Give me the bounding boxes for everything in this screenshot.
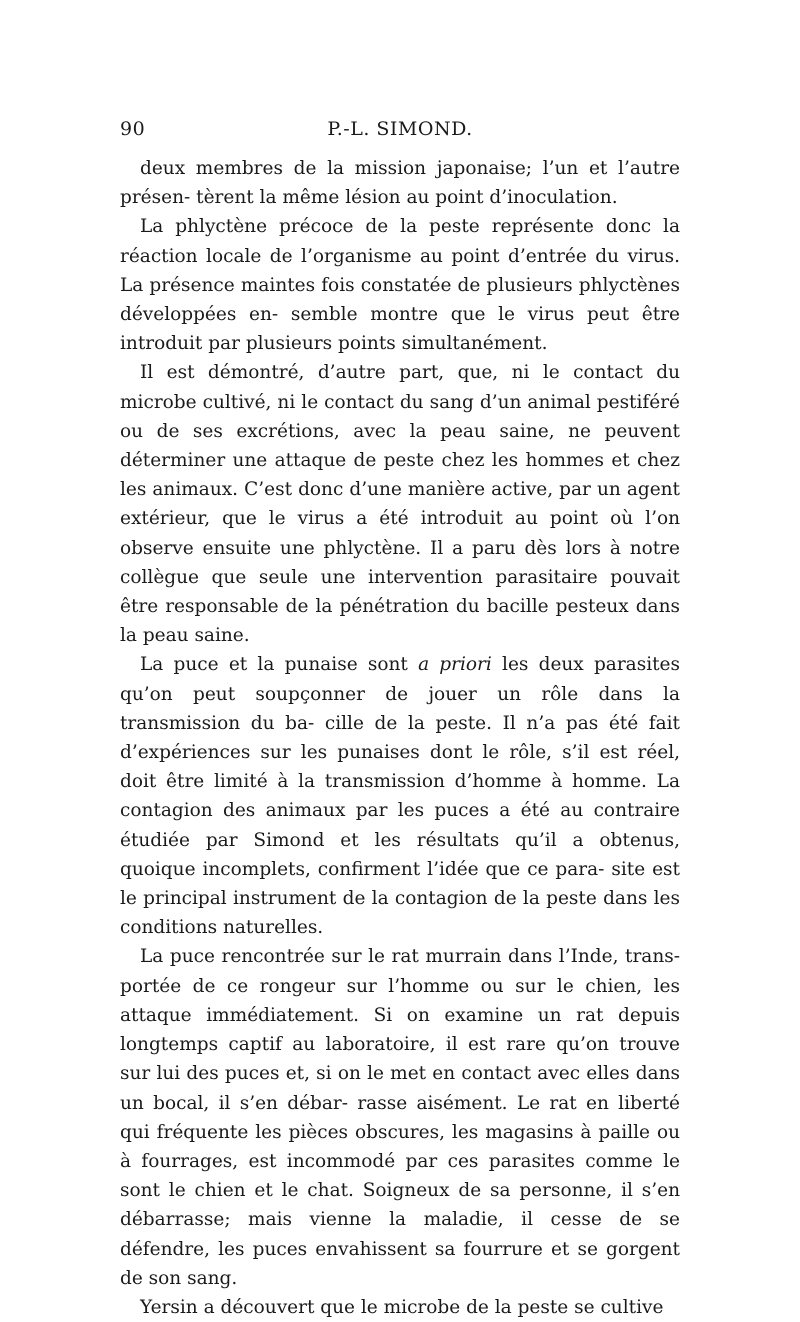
text-line: a été introduit au point où l’on observe ensuite une phlyctène. (120, 508, 680, 559)
text-line: immédiatement. Si on examine un rat depuis longtemps captif (120, 1004, 680, 1056)
header-title: P.-L. SIMOND. (327, 118, 473, 140)
text-line: obscures, les magasins à paille ou à fourrages, est incommodé (120, 1121, 680, 1172)
text-line: semble montre que le virus peut être introduit par plusieurs (120, 304, 680, 355)
text-line: dont le rôle, s’il est réel, doit être limité à la transmission (120, 742, 680, 793)
text-line: locale de l’organisme au point d’entrée du virus. La présence (120, 245, 680, 296)
text-line: peut soupçonner de jouer un rôle dans la transmission du ba- (120, 683, 680, 734)
text-line: La puce et la punaise sont a priori les deux parasites qu’on (120, 654, 680, 705)
text-line: d’homme à homme. La contagion des animaux par les puces a (120, 771, 680, 822)
text-line: Yersin a découvert que le microbe de la peste se cultive (140, 1296, 664, 1318)
text-line: La puce rencontrée sur le rat murrain dans l’Inde, trans- (140, 946, 680, 968)
text-line: on le met en contact avec elles dans un bocal, il s’en débar- (120, 1063, 680, 1114)
text-line: portée de ce rongeur sur l’homme ou sur le chien, les attaque (120, 975, 680, 1026)
paragraph (120, 650, 680, 942)
text-line: parasitaire pouvait être responsable de la pénétration du bacille (120, 566, 680, 618)
text-line: excrétions, avec la peau saine, ne peuvent déterminer une (120, 420, 680, 472)
text-line: au laboratoire, il est rare qu’on trouve sur lui des puces et, si (120, 1034, 680, 1085)
text-line: obtenus, quoique incomplets, confirment l’idée que ce para- (120, 829, 680, 880)
text-line: attaque de peste chez les hommes et chez les animaux. C’est (120, 450, 680, 501)
text-line: Il a paru dès lors à notre collègue que seule une intervention (120, 537, 680, 588)
paragraph (120, 154, 680, 212)
text-line: de sa personne, il s’en débarrasse; mais vienne la maladie, il (120, 1180, 680, 1231)
text-line: Il est démontré, d’autre part, que, ni le contact du microbe (120, 362, 680, 413)
running-head (120, 118, 680, 148)
page (120, 118, 680, 1322)
paragraph (120, 358, 680, 650)
text-line: points simultanément. (338, 333, 548, 355)
text-line: donc d’une manière active, par un agent extérieur, que le virus (120, 479, 680, 530)
text-line: par ces parasites comme le sont le chien et le chat. Soigneux (120, 1150, 680, 1202)
paragraph (120, 212, 680, 358)
text-line: dans les conditions naturelles. (120, 888, 680, 939)
text-line: site est le principal instrument de la contagion de la peste (120, 858, 680, 910)
body-text (120, 154, 680, 1322)
paragraph (120, 942, 680, 1292)
text-line: rasse aisément. Le rat en liberté qui fréquente les pièces (120, 1092, 681, 1143)
text-line: été au contraire étudiée par Simond et les résultats qu’il a (120, 800, 680, 851)
text-line: gorgent de son sang. (120, 1238, 680, 1289)
text-line: maintes fois constatée de plusieurs phlyctènes développées en- (120, 274, 680, 326)
text-line: deux membres de la mission japonaise; l’un et l’autre présen- (120, 158, 680, 209)
text-line: tèrent la même lésion au point d’inoculation. (196, 187, 618, 209)
text-line: cesse de se défendre, les puces envahissent sa fourrure et se (120, 1209, 680, 1260)
text-line: pesteux dans la peau saine. (120, 596, 680, 647)
text-line: cille de la peste. Il n’a pas été fait d’expériences sur les punaises (120, 712, 680, 764)
paragraph (120, 1293, 680, 1322)
text-line: cultivé, ni le contact du sang d’un animal pestiféré ou de ses (120, 391, 680, 442)
page-number: 90 (120, 118, 146, 140)
text-line: La phlyctène précoce de la peste représente donc la réaction (120, 216, 680, 267)
